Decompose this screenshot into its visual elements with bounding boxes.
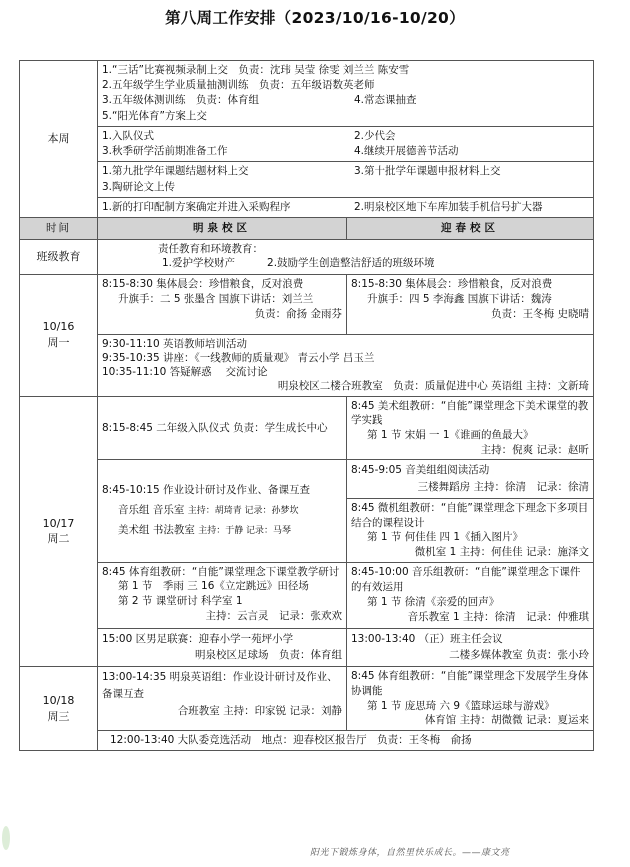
event-line: 二楼多媒体教室 负责：张小玲 [449,649,589,662]
thisweek-label: 本周 [20,61,98,218]
date-text: 10/16 [42,320,75,334]
event-line: 12:00-13:40 大队委竞选活动 地点：迎春校区报告厅 负责：王冬梅 俞扬 [110,733,472,746]
list-item: 4.继续开展德善节活动 [354,145,459,158]
day-row-1017 [20,460,594,499]
list-item: 5.“阳光体育”方案上交 [102,109,207,122]
event-line: 负责：俞扬 金雨芬 [254,308,342,321]
event-line: 15:00 区男足联赛：迎春小学一苑坪小学 [102,632,294,645]
event-line: 9:35-10:35 讲座：《一线教师的质量观》 青云小学 吕玉兰 [102,352,375,365]
event-line: 9:30-11:10 英语教师培训活动 [102,337,247,350]
event-line: 音乐组 音乐室 [118,504,185,517]
event-cell [347,460,594,499]
event-line: 第 1 节 徐清《亲爱的回声》 [367,596,500,609]
event-cell [98,730,594,750]
class-education-row [20,239,594,274]
weekday-text: 周三 [47,709,70,723]
campus-header-row [20,217,594,239]
list-item: 3.第十批学年课题申报材料上交 [354,165,501,178]
event-line: 合班教室 主持：印家锐 记录：刘静 [177,704,342,717]
event-cell [347,667,594,731]
event-cell [347,396,594,460]
event-line: 升旗手：四 5 李海鑫 国旗下讲话：魏涛 [367,293,552,306]
event-line: 主持：于静 记录：马琴 [198,526,292,537]
event-line: 微机室 1 主持：何佳佳 记录：施泽文 [414,546,589,559]
thisweek-row [20,162,594,197]
event-line: 8:15-8:30 集体晨会：珍惜粮食，反对浪费 [102,277,304,290]
event-cell [98,628,347,667]
event-line: 8:15-8:45 二年级入队仪式 负责：学生成长中心 [102,421,328,434]
event-line: 明泉校区足球场 负责：体育组 [195,649,342,662]
event-line: 8:45 体育组教研：“自能”课堂理念下课堂教学研讨 [102,565,340,578]
event-cell [347,274,594,334]
event-line: 主持：倪爽 记录：赵昕 [480,443,589,456]
list-item: 2.明泉校区地下车库加装手机信号扩大器 [354,200,543,213]
class-education-content [98,239,594,274]
list-item: 1.新的打印配制方案确定并进入采购程序 [102,200,291,213]
event-line: 第 1 节 何佳佳 四 1《插入图片》 [367,531,524,544]
event-cell [347,628,594,667]
day-row-1016 [20,334,594,396]
event-line: 明泉校区二楼合班教室 负责：质量促进中心 英语组 主持：文新琦 [277,380,589,393]
event-cell [347,499,594,563]
class-education-line: 责任教育和环境教育： [158,242,263,255]
thisweek-row [20,61,594,127]
footer-slogan: 阳光下锻炼身体，自然里快乐成长。——康文亮 [310,848,510,858]
event-line: 13:00-14:35 明泉英语组：作业设计研讨及作业、备课互查 [102,671,338,701]
time-header: 时间 [20,217,98,239]
event-line: 第 2 节 课堂研讨 科学室 1 [118,595,243,608]
event-cell [347,562,594,628]
event-line: 8:45-10:15 作业设计研讨及作业、备课互查 [102,484,310,497]
event-line: 第 1 节 宋娟 一 1《谁画的鱼最大》 [367,429,534,442]
event-cell [98,460,347,562]
thisweek-block-1 [98,61,594,127]
list-item: 2.五年级学生学业质量抽测训练 负责：五年级语数英老师 [102,79,375,92]
list-item: 3.五年级体测训练 负责：体育组 [102,94,260,107]
event-cell [98,274,347,334]
date-text: 10/17 [42,516,75,530]
event-line: 第 1 节 庞思琦 六 9《篮球运球与游戏》 [367,699,555,712]
event-line: 主持：胡琦青 记录：孙梦坎 [187,506,299,517]
schedule-table [19,60,594,751]
list-item: 1.入队仪式 [102,129,155,142]
event-line: 8:45-10:00 音乐组教研：“自能”课堂理念下课件的有效运用 [351,565,581,593]
class-education-label: 班级教育 [20,239,98,274]
event-line: 第 1 节 季雨 三 16《立定跳远》田径场 [118,580,309,593]
event-cell [98,334,594,396]
leaf-decoration-icon [0,818,14,858]
date-text: 10/18 [42,693,75,707]
day-row-1016 [20,274,594,334]
list-item: 2.少代会 [354,129,396,142]
list-item: 3.秋季研学活前期准备工作 [102,145,228,158]
list-item: 1.第九批学年课题结题材料上交 [102,165,249,178]
day-row-1018 [20,667,594,731]
thisweek-row [20,126,594,161]
page-title: 第八周工作安排（2023/10/16-10/20） [165,9,465,27]
event-line: 13:00-13:40 （正）班主任会议 [351,632,503,645]
day-label-1017 [20,396,98,667]
weekday-text: 周二 [47,532,70,546]
weekday-text: 周一 [47,336,70,350]
event-cell [98,396,347,460]
event-line: 体育馆 主持：胡微微 记录：夏运来 [424,714,589,727]
class-education-item: 2.鼓励学生创造整洁舒适的班级环境 [267,257,435,270]
event-line: 8:45 美术组教研：“自能”课堂理念下美术课堂的教学实践 [351,399,589,427]
list-item: 3.陶研论文上传 [102,180,176,193]
thisweek-row [20,197,594,217]
event-line: 8:45 微机组教研：“自能”课堂理念下理念下多项目结合的课程设计 [351,502,589,529]
list-item: 1.“三话”比赛视频录制上交 负责：沈玮 吴莹 徐雯 刘兰兰 陈安雪 [102,64,410,76]
event-line: 8:45 体育组教研：“自能”课堂理念下发展学生身体协调能 [351,670,589,697]
event-line: 音乐教室 1 主持：徐清 记录：仲雅琪 [407,611,589,624]
event-line: 美术组 书法教室 [118,524,195,537]
class-education-item: 1.爱护学校财产 [162,257,236,270]
thisweek-block-3 [98,162,594,197]
event-line: 主持：云言灵 记录：张欢欢 [205,609,342,622]
event-line: 升旗手：二 5 张墨含 国旗下讲话：刘兰兰 [118,293,314,306]
yingchun-header: 迎春校区 [347,217,594,239]
day-row-1017 [20,562,594,628]
event-line: 负责：王冬梅 史晓晴 [491,308,589,321]
thisweek-block-4 [98,197,594,217]
event-line: 三楼舞蹈房 主持：徐清 记录：徐清 [417,481,589,494]
day-row-1017 [20,628,594,667]
list-item: 4.常态课抽查 [354,94,417,107]
day-row-1017 [20,396,594,460]
event-cell [98,667,347,731]
day-label-1018 [20,667,98,751]
mingquan-header: 明泉校区 [98,217,347,239]
day-row-1018 [20,730,594,750]
event-line: 8:15-8:30 集体晨会：珍惜粮食，反对浪费 [351,277,553,290]
event-line: 8:45-9:05 音美组组阅读活动 [351,464,490,477]
event-line: 10:35-11:10 答疑解惑 交流讨论 [102,366,268,379]
event-cell [98,562,347,628]
thisweek-block-2 [98,126,594,161]
day-label-1016 [20,274,98,396]
